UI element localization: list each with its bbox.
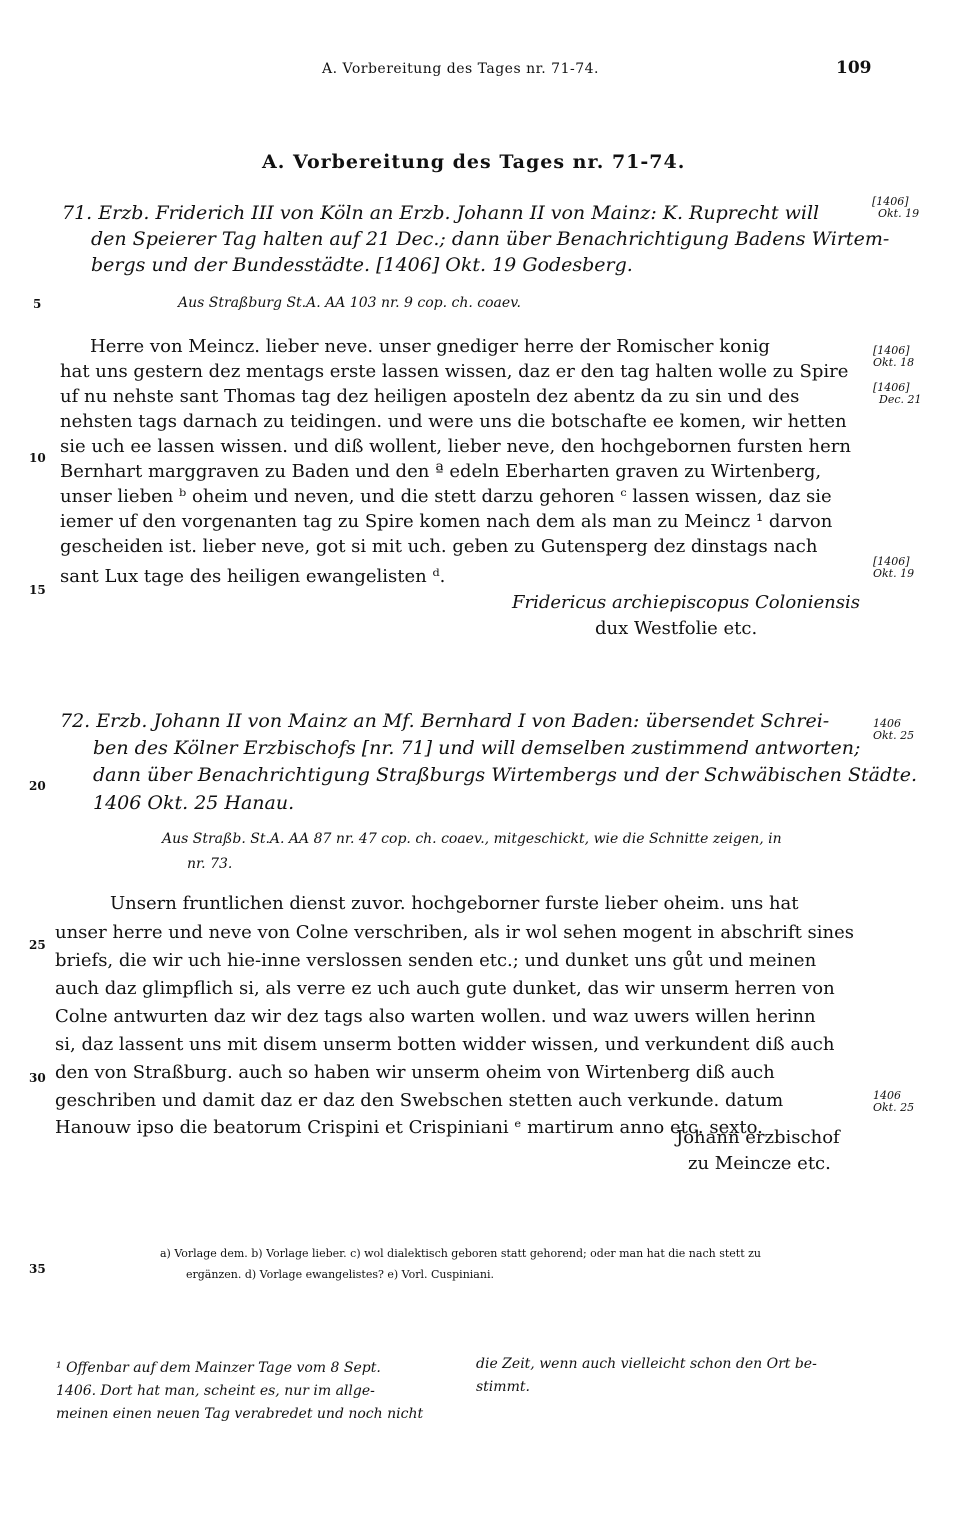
line-number: 10 [29,451,46,465]
doc71-signature: Fridericus archiepiscopus Coloniensis [512,592,860,613]
doc72-body-line: Hanouw ipso die beatorum Crispini et Crispiniani ᵉ martirum anno etc. sexto. [55,1117,763,1138]
doc71-body-line: Herre von Meincz. lieber neve. unser gnediger herre der Romischer konig [90,336,770,357]
doc72-heading-line: 72. Erzb. Johann II von Mainz an Mf. Bernhard I von Baden: übersendet Schrei- [60,710,830,732]
apparatus-line: a) Vorlage dem. b) Vorlage lieber. c) wol dialektisch geboren statt gehorend; oder man hat die nach stett zu [160,1247,761,1260]
line-number: 30 [29,1071,46,1085]
section-title: A. Vorbereitung des Tages nr. 71-74. [262,151,686,173]
doc71-body-line: sie uch ee lassen wissen. und diß wollent, lieber neve, den hochgebornen fursten hern [60,436,851,457]
doc71-body-line: sant Lux tage des heiligen ewangelisten ᵈ. [60,566,446,587]
footnote-line: ¹ Offenbar auf dem Mainzer Tage vom 8 Sept. [56,1360,381,1376]
margin-date-note: 1406 Okt. 25 [873,717,915,742]
doc72-source: Aus Straßb. St.A. AA 87 nr. 47 cop. ch. coaev., mitgeschickt, wie die Schnitte zeigen, in [162,831,782,847]
margin-date-note: [1406] Okt. 19 [872,195,920,220]
doc71-body-line: hat uns gestern dez mentags erste lassen wissen, daz er den tag halten wolle zu Spire [60,361,849,382]
doc72-body-line: unser herre und neve von Colne verschriben, als ir wol sehen mogent in abschrift sines [55,922,855,943]
running-title: A. Vorbereitung des Tages nr. 71-74. [322,61,599,77]
doc71-heading-line: bergs und der Bundesstädte. [1406] Okt. 19 Godesberg. [91,254,633,276]
doc71-signature: dux Westfolie etc. [595,618,758,639]
doc71-body-line: nehsten tags darnach zu teidingen. und were uns die botschafte ee komen, wir hetten [60,411,847,432]
doc72-body-line: Unsern fruntlichen dienst zuvor. hochgeborner furste lieber oheim. uns hat [110,893,799,914]
footnote-line: meinen einen neuen Tag verabredet und noch nicht [56,1406,424,1422]
doc71-body-line: uf nu nehste sant Thomas tag dez heiligen aposteln dez abentz da zu sin und des [60,386,800,407]
doc72-source: nr. 73. [187,856,233,872]
margin-date-note: [1406] Okt. 18 [873,344,915,369]
page-number: 109 [836,58,872,78]
doc72-heading-line: dann über Benachrichtigung Straßburgs Wirtembergs und der Schwäbischen Städte. [93,764,918,786]
doc71-source: Aus Straßburg St.A. AA 103 nr. 9 cop. ch. coaev. [178,295,521,311]
doc71-body-line: Bernhart marggraven zu Baden und den ª edeln Eberharten graven zu Wirtenberg, [60,461,822,482]
doc71-heading-line: den Speierer Tag halten auf 21 Dec.; dann über Benachrichtigung Badens Wirtem- [91,228,890,250]
footnote-line: die Zeit, wenn auch vielleicht schon den Ort be- [476,1356,817,1372]
doc72-body-line: si, daz lassent uns mit disem unserm botten widder wissen, und verkundent diß auch [55,1034,835,1055]
doc72-heading-line: ben des Kölner Erzbischofs [nr. 71] und will demselben zustimmend antworten; [93,737,861,759]
footnote-line: stimmt. [476,1379,530,1395]
line-number: 25 [29,938,46,952]
doc72-signature: Johann erzbischof [676,1127,840,1148]
doc71-body-line: unser lieben ᵇ oheim und neven, und die stett darzu gehoren ᶜ lassen wissen, daz sie [60,486,832,507]
margin-date-note: [1406] Okt. 19 [873,555,915,580]
doc71-body-line: gescheiden ist. lieber neve, got si mit uch. geben zu Gutensperg dez dinstags nach [60,536,818,557]
margin-date-note: 1406 Okt. 25 [873,1089,915,1114]
doc72-heading-line: 1406 Okt. 25 Hanau. [93,792,295,814]
line-number: 20 [29,779,46,793]
line-number: 15 [29,583,46,597]
apparatus-line: ergänzen. d) Vorlage ewangelistes? e) Vorl. Cuspiniani. [186,1268,494,1281]
line-number: 35 [29,1262,46,1276]
doc71-body-line: iemer uf den vorgenanten tag zu Spire komen nach dem als man zu Meincz ¹ darvon [60,511,833,532]
doc72-body-line: briefs, die wir uch hie-inne verslossen senden etc.; und dunket uns gůt und meinen [55,950,817,971]
doc71-heading-line: 71. Erzb. Friderich III von Köln an Erzb. Johann II von Mainz: K. Ruprecht will [62,202,820,224]
doc72-body-line: geschriben und damit daz er daz den Swebschen stetten auch verkunde. datum [55,1090,784,1111]
line-number: 5 [33,297,42,311]
margin-date-note: [1406] Dec. 21 [873,381,922,406]
doc72-signature: zu Meincze etc. [688,1153,831,1174]
doc72-body-line: auch daz glimpflich si, als verre ez uch auch gute dunket, das wir unserm herren von [55,978,835,999]
doc72-body-line: den von Straßburg. auch so haben wir unserm oheim von Wirtenberg diß auch [55,1062,775,1083]
footnote-line: 1406. Dort hat man, scheint es, nur im allge- [56,1383,375,1399]
doc72-body-line: Colne antwurten daz wir dez tags also warten wollen. und waz uwers willen herinn [55,1006,816,1027]
